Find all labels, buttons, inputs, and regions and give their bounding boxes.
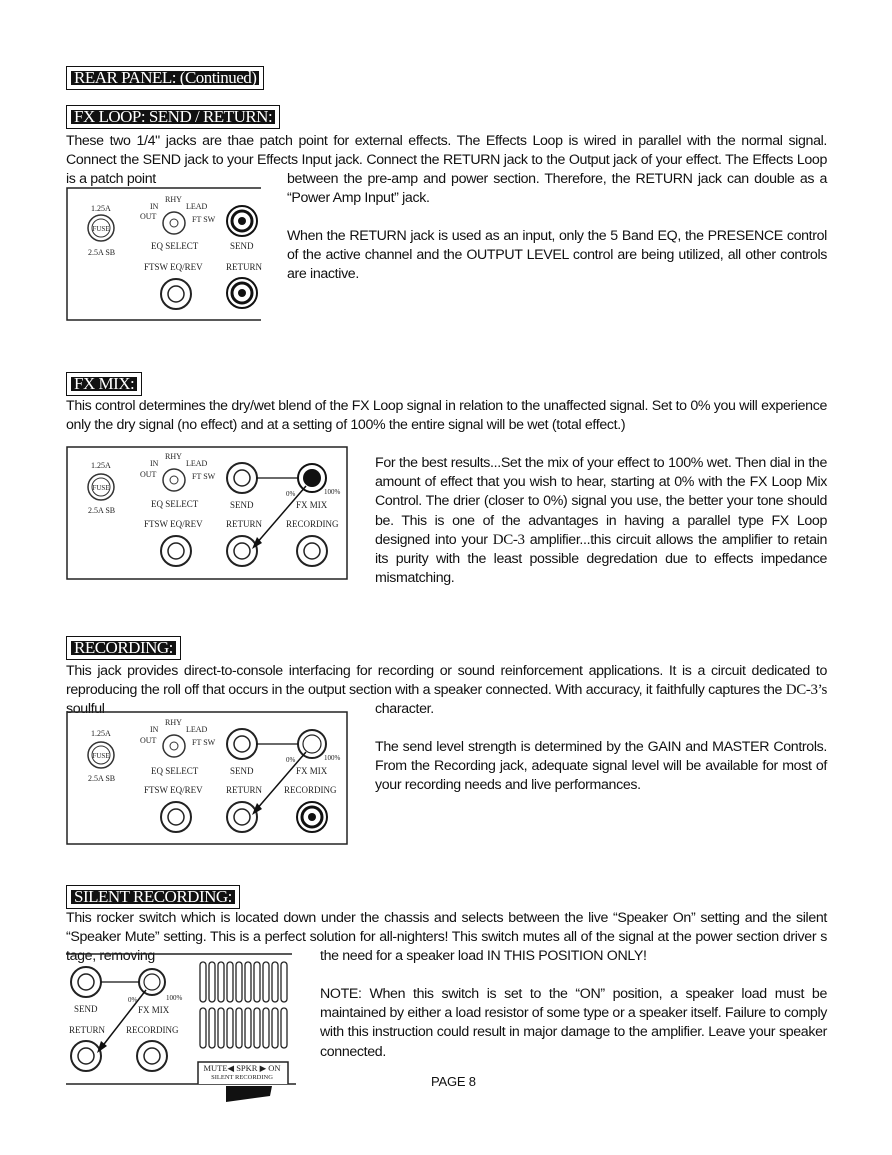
fx-mix-label: FX MIX: [296, 500, 328, 510]
hundred-percent-label: 100%: [166, 994, 183, 1002]
eq-select-label: EQ SELECT: [151, 499, 199, 509]
silent-note: NOTE: When this switch is set to the “ON” position, a speaker load must be maintained by either a load resistor of some type or a speaker itself. Failure to comply with this instruction could result in major damage to the amplifier. Leave your speaker connected.: [320, 986, 828, 1060]
silent-recording-switch-label: SILENT RECORDING: [211, 1074, 273, 1081]
fx-mix-side-text: [375, 454, 827, 588]
heatsink-vents-icon: [200, 962, 287, 1048]
channel-switch-icon: [163, 735, 185, 757]
ftsw-eqrev-label: FTSW EQ/REV: [144, 785, 203, 795]
lead-label: LEAD: [186, 725, 208, 734]
lead-label: LEAD: [186, 459, 208, 468]
eq-select-label: EQ SELECT: [151, 241, 199, 251]
return-jack-icon: [71, 1041, 101, 1071]
silent-recording-diagram: [66, 950, 312, 1106]
header-recording: RECORDING:: [68, 638, 179, 658]
ftsw-jack-icon: [161, 802, 191, 832]
fx-mix-brand: DC-3: [492, 531, 525, 548]
fuse-label: FUSE: [92, 225, 110, 233]
fx-loop-panel-diagram: [66, 187, 266, 323]
fuse-bottom-label: 2.5A SB: [88, 774, 116, 783]
in-label: IN: [150, 459, 159, 468]
silent-intro-b: the need for a speaker load IN THIS POSITION ONLY!: [320, 948, 647, 964]
fx-loop-paragraph-2: When the RETURN jack is used as an input, only the 5 Band EQ, the PRESENCE control of the active channel and the OUTPUT LEVEL control are being utilized, all other controls are inactive.: [287, 228, 827, 283]
send-jack-icon: [227, 463, 257, 493]
out-label: OUT: [140, 470, 157, 479]
send-jack-icon: [227, 206, 257, 236]
fuse-label: FUSE: [92, 752, 110, 760]
fuse-top-label: 1.25A: [91, 461, 111, 470]
header-rear-panel: REAR PANEL: (Continued): [68, 68, 262, 88]
fuse-bottom-label: 2.5A SB: [88, 506, 116, 515]
recording-panel-diagram: [66, 711, 352, 847]
page-number: PAGE 8: [431, 1074, 476, 1089]
recording-intro-c: character.: [375, 701, 434, 717]
fuse-top-label: 1.25A: [91, 729, 111, 738]
rhy-label: RHY: [165, 718, 182, 727]
recording-jack-icon: [297, 536, 327, 566]
fx-mix-intro: This control determines the dry/wet blend of the FX Loop signal in relation to the unaffected signal. Set to 0% you will experience only the dry signal (no effect) and at a setting of 100% the entire signal will be wet (total effect.): [66, 398, 827, 434]
recording-jack-icon: [137, 1041, 167, 1071]
fuse-bottom-label: 2.5A SB: [88, 248, 116, 257]
zero-percent-label: 0%: [286, 756, 296, 764]
silent-intro: This rocker switch which is located down under the chassis and selects between the live “Speaker On” setting and the silent “Speaker Mute” setting. This is a perfect solution for all-nighters! This switch mutes all of the signal at the power section driver s tage, removing: [66, 910, 827, 965]
hundred-percent-label: 100%: [324, 488, 341, 496]
fx-mix-knob-icon: [139, 969, 165, 995]
speaker-switch-label: MUTE◀ SPKR ▶ ON: [203, 1063, 281, 1073]
send-label: SEND: [74, 1004, 98, 1014]
out-label: OUT: [140, 736, 157, 745]
send-label: SEND: [230, 500, 254, 510]
recording-paragraph-2: The send level strength is determined by the GAIN and MASTER Controls. From the Recording jack, adequate signal level will be available for most of your recording needs and live performances.: [375, 739, 827, 794]
zero-percent-label: 0%: [128, 996, 138, 1004]
fx-mix-panel-diagram: [66, 446, 352, 582]
return-label: RETURN: [226, 262, 262, 272]
fx-mix-label: FX MIX: [296, 766, 328, 776]
header-silent-recording: SILENT RECORDING:: [68, 887, 238, 907]
return-jack-icon: [227, 536, 257, 566]
recording-label: RECORDING: [284, 785, 337, 795]
fx-loop-paragraph-1a: These two 1/4" jacks are thae patch point for external effects. The Effects Loop is wired in parallel with the normal signal. Connect the SEND jack to your Effects Input jack. Connect the RETURN jack to the Output jack of your effect. The Effects Loop is a patch point: [66, 133, 827, 188]
fx-mix-side-a: For the best results...Set the mix of your effect to 100% wet. Then dial in the amount of effect that you wish to hear, starting at 0% with the FX Loop Mix Control. The drier (closer to 0%) signal you use, the better your tone should be. This is one of the advantages in having a parallel type FX Loop designed into your: [375, 455, 827, 548]
rhy-label: RHY: [165, 195, 182, 204]
fx-mix-label: FX MIX: [138, 1005, 170, 1015]
fx-mix-knob-icon: [298, 730, 326, 758]
return-label: RETURN: [69, 1025, 105, 1035]
eq-select-label: EQ SELECT: [151, 766, 199, 776]
fx-mix-side-b: amplifier...this circuit allows the amplifier to retain its purity with the least possible degredation due to effects impedance mismatching.: [375, 531, 827, 587]
fx-loop-paragraph-1b: between the pre-amp and power section. Therefore, the RETURN jack can double as a “Power Amp Input” jack.: [287, 171, 827, 207]
send-label: SEND: [230, 766, 254, 776]
ftsw-label: FT SW: [192, 215, 216, 224]
return-jack-icon: [227, 278, 257, 308]
fx-mix-arrow: [101, 990, 146, 1048]
ftsw-label: FT SW: [192, 472, 216, 481]
ftsw-jack-icon: [161, 536, 191, 566]
lead-label: LEAD: [186, 202, 208, 211]
in-label: IN: [150, 202, 159, 211]
header-fx-loop: FX LOOP: SEND / RETURN:: [68, 107, 278, 127]
ftsw-label: FT SW: [192, 738, 216, 747]
send-jack-icon: [227, 729, 257, 759]
ftsw-eqrev-label: FTSW EQ/REV: [144, 262, 203, 272]
fuse-label: FUSE: [92, 484, 110, 492]
recording-intro-b: soulful: [66, 701, 105, 718]
recording-label: RECORDING: [286, 519, 339, 529]
recording-jack-icon: [297, 802, 327, 832]
out-label: OUT: [140, 212, 157, 221]
return-label: RETURN: [226, 785, 262, 795]
send-jack-icon: [71, 967, 101, 997]
fx-mix-knob-icon: [298, 464, 326, 492]
send-label: SEND: [230, 241, 254, 251]
fx-mix-arrow: [256, 752, 306, 810]
rhy-label: RHY: [165, 452, 182, 461]
hundred-percent-label: 100%: [324, 754, 341, 762]
recording-label: RECORDING: [126, 1025, 179, 1035]
zero-percent-label: 0%: [286, 490, 296, 498]
header-fx-mix: FX MIX:: [68, 374, 140, 394]
channel-switch-icon: [163, 469, 185, 491]
return-jack-icon: [227, 802, 257, 832]
recording-brand: DC-3’s: [785, 682, 827, 699]
recording-intro-a: This jack provides direct-to-console interfacing for recording or sound reinforcement applications. It is a circuit dedicated to reproducing the roll off that occurs in the output section with a speaker connected. With accuracy, it faithfully captures the: [66, 663, 827, 699]
fx-mix-arrow: [256, 486, 306, 544]
fuse-top-label: 1.25A: [91, 204, 111, 213]
in-label: IN: [150, 725, 159, 734]
channel-switch-icon: [163, 212, 185, 234]
ftsw-jack-icon: [161, 279, 191, 309]
return-label: RETURN: [226, 519, 262, 529]
ftsw-eqrev-label: FTSW EQ/REV: [144, 519, 203, 529]
